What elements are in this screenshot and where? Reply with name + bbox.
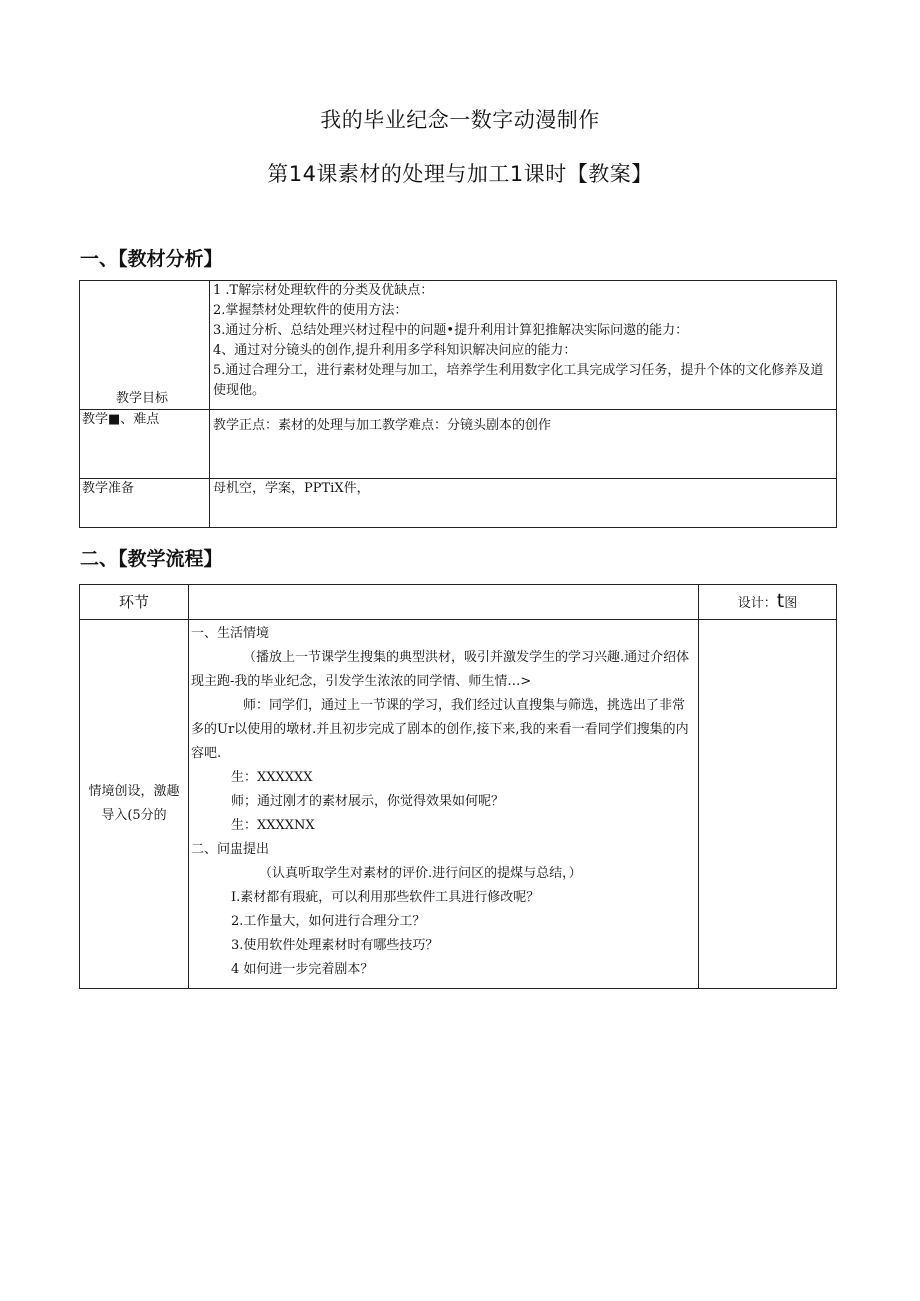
table-row-objectives [80,281,837,410]
question-item: 4 如何进一步完着剧本？ [231,962,374,977]
header-content [189,585,699,620]
objective-item: 1 .T解宗材处理软件的分类及优缺点： [213,283,434,298]
objective-item: 5.通过合理分工，进行素材处理与加工，培养学生利用数字化工具完成学习任务，提升个体的文化修养及道使现他。 [213,363,824,398]
prep-label: 教学准备 [80,479,210,528]
content-paragraph: （认真听取学生对素材的评价.进行问区的提煤与总结，） [259,866,582,881]
document-title: 我的毕业纪念一数字动漫制作 [320,108,600,132]
table-header-row [80,585,837,620]
header-stage: 环节 [80,585,189,620]
stage-content [189,620,699,989]
objectives-label: 教学目标 [116,391,169,406]
analysis-table [79,280,837,528]
header-design-suffix: 图 [784,595,798,611]
header-design [699,585,837,620]
section-heading-flow: 二、【教学流程】 [80,548,223,570]
lesson-title: 第14课素材的处理与加工1课时【教案】 [267,162,653,186]
keypoints-text: 教学正点：素材的处理与加工教学难点：分镜头剧本的创作 [210,410,837,479]
header-design-glyph: t [776,589,785,612]
design-cell [699,620,837,989]
content-heading: 二、问盅提出 [191,842,270,857]
question-item: 3.使用软件处理素材时有哪些技巧？ [231,938,439,953]
prep-text: 母机空，学案，PPTiX件， [210,479,837,528]
student-reply: 生：XXXXXX [231,770,313,785]
objective-item: 2.掌握禁材处理软件的使用方法： [213,303,408,318]
section-heading-analysis: 一、【教材分析】 [80,248,223,270]
student-reply: 生：XXXXNX [231,818,315,833]
content-paragraph: （播放上一节课学生搜集的典型洪材，吸引并激发学生的学习兴趣.通过介绍体现主跑-我的毕业纪念，引发学生浓浓的同学情、师生情…> [191,650,690,689]
content-heading: 一、生活情境 [191,626,270,641]
question-item: 2.工作量大，如何进行合理分工？ [231,914,426,929]
question-item: I.素材都有瑕疵，可以利用那些软件工具进行修改呢？ [231,890,540,905]
stage-label: 情境创设，激趣导入(5分的 [80,620,189,989]
header-design-prefix: 设计： [737,595,777,611]
content-paragraph: 师：同学们，通过上一节课的学习，我们经过认直搜集与筛选，挑选出了非常多的Ur以使用的墩材.并且初步完成了剧本的创作,接下来,我的来看一看同学们搜集的内容吧. [191,698,689,761]
flow-table [79,584,837,989]
objectives-cell [210,281,837,410]
teacher-line: 师；通过刚才的素材展示，你觉得效果如何呢？ [231,794,505,809]
objective-item: 3.通过分析、总结处理兴材过程中的问题•提升利用计算犯推解决实际问遨的能力： [213,323,689,338]
objectives-label-cell [80,281,210,410]
keypoints-label: 教学■、难点 [80,410,210,479]
table-row-keypoints [80,410,837,479]
table-row-prep [80,479,837,528]
table-row-stage-1 [80,620,837,989]
objective-item: 4、通过对分镜头的创作,提升利用多学科知识解决问应的能力： [213,343,577,358]
